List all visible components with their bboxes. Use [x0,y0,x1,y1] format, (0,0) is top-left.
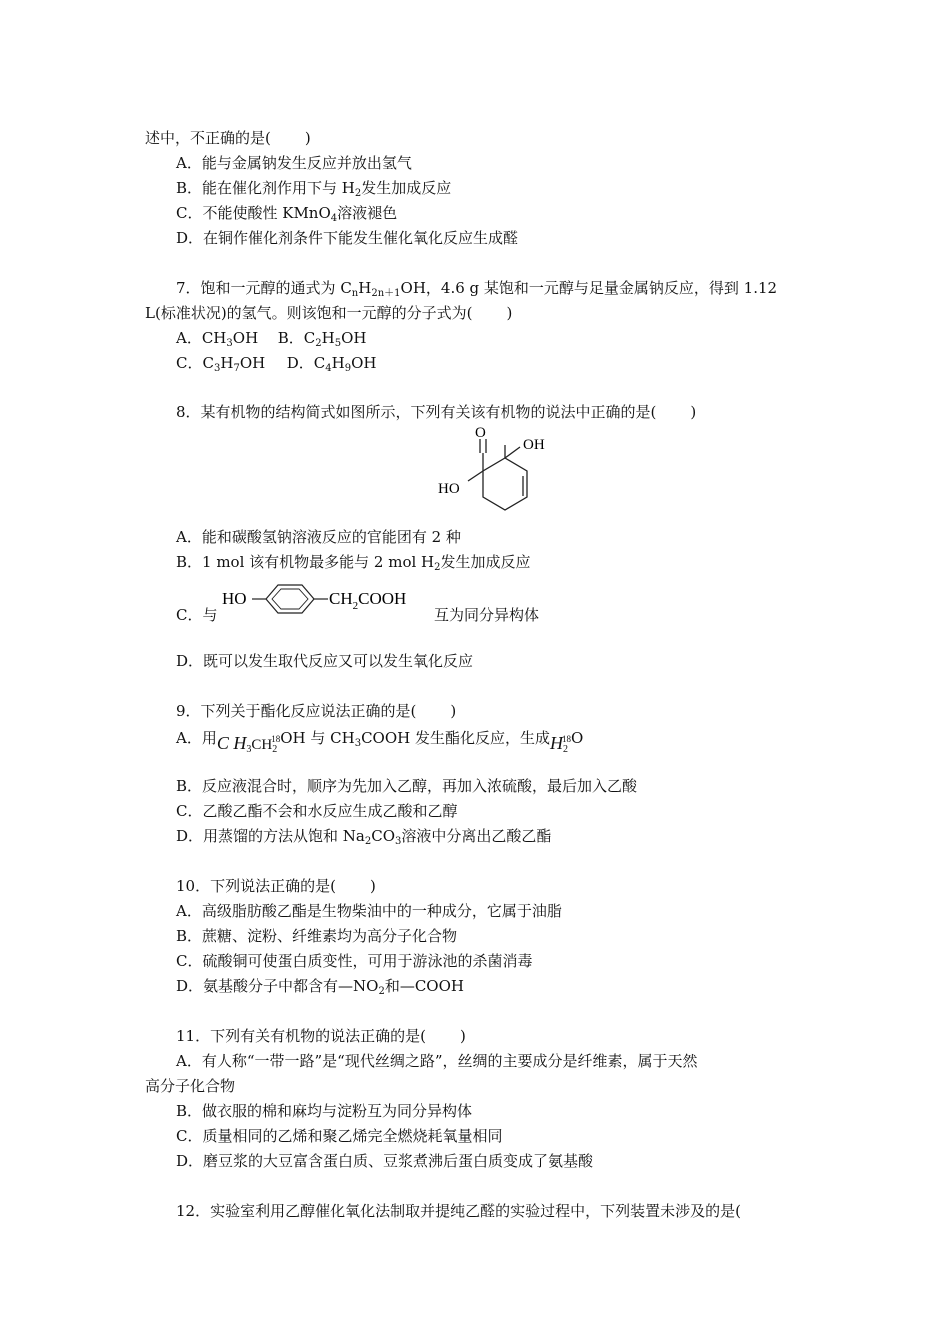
q9-option-a: A．用C $H_3CH_2^{18}OH$ 与 $CH_3COOH$ 发生酯化反应，生成$H_2^{18}O$ [176,729,584,755]
q11-option-c: C．质量相同的乙烯和聚乙烯完全燃烧耗氧量相同 [176,1127,503,1145]
q6-option-a: A．能与金属钠发生反应并放出氢气 [176,154,412,172]
q11-option-d: D．磨豆浆的大豆富含蛋白质、豆浆煮沸后蛋白质变成了氨基酸 [176,1152,594,1170]
q10-option-d: D．氨基酸分子中都含有$—NO_2$和—COOH [176,977,464,997]
q9-formula-h2-18o: $H_2^{18}$ [549,733,571,755]
q9-stem: 9．下列关于酯化反应说法正确的是( ) [176,702,457,720]
q10-option-a: A．高级脂肪酸乙酯是生物柴油中的一种成分，它属于油脂 [176,902,562,920]
q7-stem-line2: L(标准状况)的氢气。则该饱和一元醇的分子式为( ) [145,304,513,322]
q11-option-a-line1: A．有人称“一带一路”是“现代丝绸之路”，丝绸的主要成分是纤维素，属于天然 [176,1052,698,1070]
q10-option-c: C．硫酸铜可使蛋白质变性，可用于游泳池的杀菌消毒 [176,952,533,970]
q8-stem: 8．某有机物的结构简式如图所示，下列有关该有机物的说法中正确的是( ) [176,403,697,421]
struct-ho: HO [438,481,460,497]
q11-stem: 11．下列有关有机物的说法正确的是( ) [176,1027,466,1045]
q8-option-b: B．1 mol 该有机物最多能与 2 mol $H_2$发生加成反应 [176,553,531,573]
q7-stem-line1: 7．饱和一元醇的通式为 $C_nH_{2n+1}OH$，4.6 g 某饱和一元醇与足量金属钠反应，得到 1.12 [176,279,778,299]
cyclohexene-ring [483,458,527,510]
q9-formula-ch3ch2-18oh: C $H_3CH_2^{18}$ [216,733,281,755]
q6-option-b: B．能在催化剂作用下与 $H_2$发生加成反应 [176,179,452,199]
q6-option-c: C．不能使酸性 KMnO$_4$溶液褪色 [176,204,398,224]
q9-option-b: B．反应液混合时，顺序为先加入乙醇，再加入浓硫酸，最后加入乙酸 [176,777,638,795]
q6-stem: 述中，不正确的是( ) [145,129,311,147]
q9-option-d: D．用蒸馏的方法从饱和 $Na_2CO_3$溶液中分离出乙酸乙酯 [176,827,552,847]
q9-option-c: C．乙酸乙酯不会和水反应生成乙酸和乙醇 [176,802,458,820]
c-struct-ho: HO [222,589,247,608]
c-oh-bond-2 [505,447,520,458]
q12-stem: 12．实验室利用乙醇催化氧化法制取并提纯乙醛的实验过程中，下列装置未涉及的是( [176,1202,741,1220]
q10-stem: 10．下列说法正确的是( ) [176,877,376,895]
q8-option-c-text: 互为同分异构体 [434,606,540,624]
q8-option-c-label: C．与 [176,606,218,624]
q10-option-b: B．蔗糖、淀粉、纤维素均为高分子化合物 [176,927,458,945]
q6-option-d: D．在铜作催化剂条件下能发生催化氧化反应生成醛 [176,229,519,247]
q11-option-b: B．做衣服的棉和麻均与淀粉互为同分异构体 [176,1102,473,1120]
q7-options-ab: A．$CH_3OH$ B．$C_2H_5OH$ [176,329,367,349]
c-oh-bond [468,471,483,481]
struct-oh: OH [523,437,545,453]
q7-options-cd: C．$C_3H_7OH$ D．$C_4H_9OH$ [176,354,377,374]
q8-structure-diagram [430,425,570,517]
q8-option-a: A．能和碳酸氢钠溶液反应的官能团有 2 种 [176,528,461,546]
struct-o: O [475,425,486,441]
q8-option-c-structure [218,580,433,620]
q8-option-d: D．既可以发生取代反应又可以发生氧化反应 [176,652,474,670]
c-struct-ch2: $CH_2COOH$ [329,589,407,612]
q11-option-a-line2: 高分子化合物 [145,1077,236,1095]
